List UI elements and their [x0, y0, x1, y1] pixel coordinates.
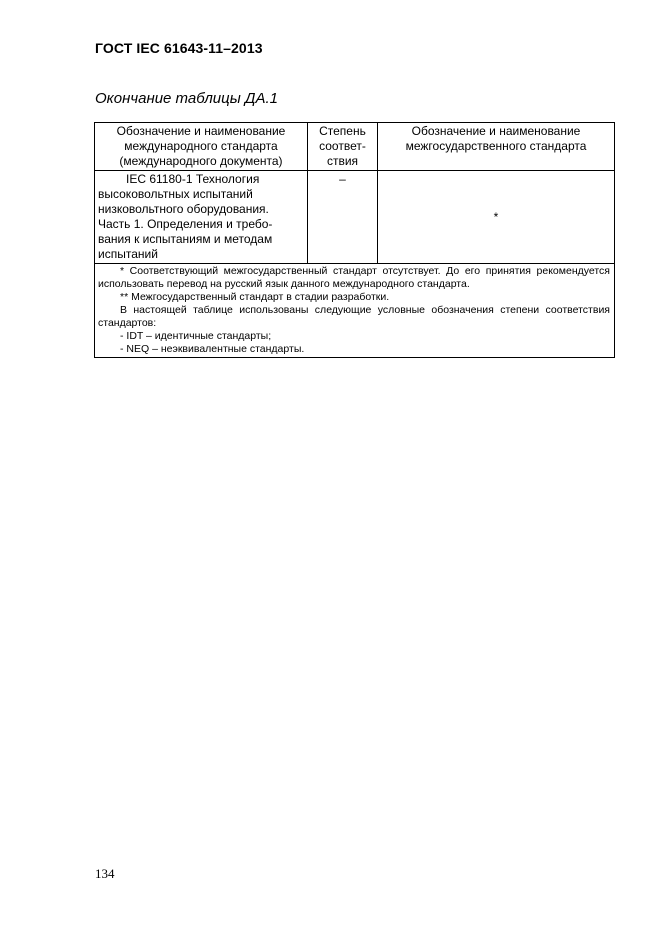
- header-line: (международного документа): [119, 154, 283, 168]
- cell-degree: –: [308, 171, 378, 264]
- header-line: Степень: [319, 124, 366, 138]
- note-legend-intro: В настоящей таблице использованы следующие условные обозначения степени соответствия стандартов:: [98, 304, 610, 329]
- table-row: [95, 171, 615, 264]
- cell-interstate-standard: *: [378, 171, 615, 264]
- cell-line: Часть 1. Определения и требо-: [98, 217, 273, 231]
- cell-line: испытаний: [98, 247, 158, 261]
- header-line: Обозначение и наименование: [411, 124, 581, 138]
- cell-line: вания к испытаниям и методам: [98, 232, 273, 246]
- header-line: соответ-: [319, 139, 366, 153]
- header-line: Обозначение и наименование: [116, 124, 286, 138]
- table-caption: Окончание таблицы ДА.1: [95, 90, 278, 107]
- document-code: ГОСТ IEC 61643-11–2013: [95, 40, 263, 56]
- header-line: ствия: [326, 154, 359, 168]
- note-neq: - NEQ – неэквивалентные стандарты.: [120, 343, 305, 355]
- table-notes: [95, 264, 615, 358]
- note-idt: - IDT – идентичные стандарты;: [120, 330, 272, 342]
- header-degree: [308, 123, 378, 171]
- header-line: международного стандарта: [124, 139, 278, 153]
- note-in-development: ** Межгосударственный стандарт в стадии разработки.: [120, 291, 390, 303]
- correspondence-table: [94, 122, 615, 358]
- header-international-standard: [95, 123, 308, 171]
- note-missing-standard: * Соответствующий межгосударственный стандарт отсутствует. До его принятия рекомендуется использовать перевод на русский язык данного международного стандарта.: [98, 265, 610, 290]
- cell-line: IEC 61180-1 Технология: [126, 172, 260, 186]
- cell-line: низковольтного оборудования.: [98, 202, 269, 216]
- cell-international-standard: [95, 171, 308, 264]
- table-header-row: [95, 123, 615, 171]
- notes-row: [95, 264, 615, 358]
- page-number: 134: [95, 866, 115, 881]
- header-line: межгосударственного стандарта: [405, 139, 587, 153]
- cell-line: высоковольтных испытаний: [98, 187, 253, 201]
- header-interstate-standard: [378, 123, 615, 171]
